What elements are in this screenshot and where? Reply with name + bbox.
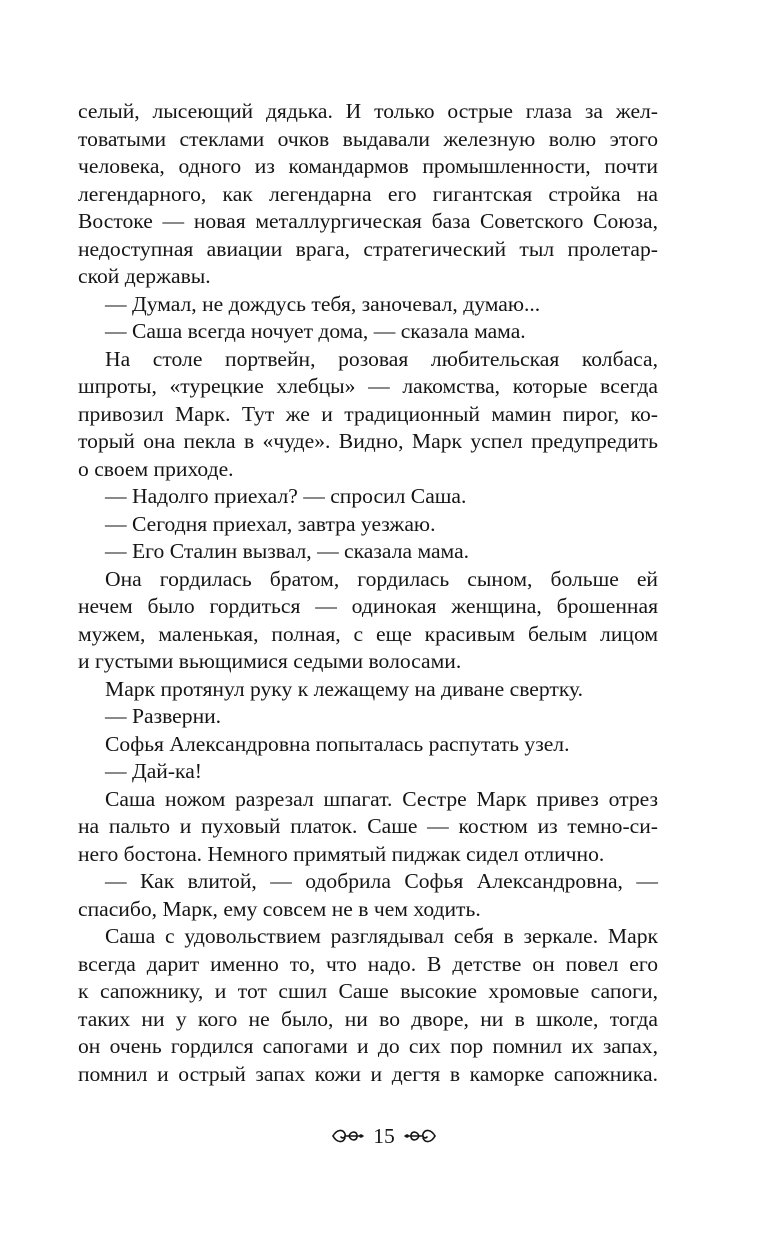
fleuron-ornament-icon <box>331 1126 365 1146</box>
text-line: он очень гордился сапогами и до сих пор помнил их запах, <box>78 1034 658 1058</box>
text-line: селый, лысеющий дядька. И только острые глаза за жел- <box>78 99 658 123</box>
text-line: — Надолго приехал? — спросил Саша. <box>105 484 467 508</box>
text-line: — Как влитой, — одобрила Софья Александровна, — <box>105 869 658 893</box>
text-line: — Его Сталин вызвал, — сказала мама. <box>105 539 470 563</box>
text-line: на пальто и пуховый платок. Саше — костюм из темно-си- <box>78 814 658 838</box>
text-line: — Саша всегда ночует дома, — сказала мама. <box>105 319 526 343</box>
book-page-text <box>78 98 658 1088</box>
text-line: Софья Александровна попыталась распутать узел. <box>105 731 570 756</box>
page-number: 15 <box>373 1124 395 1148</box>
text-line: легендарного, как легендарна его гигантская стройка на <box>78 181 658 206</box>
page-footer <box>0 1123 768 1149</box>
text-line: Она гордилась братом, гордилась сыном, больше ей <box>105 566 658 591</box>
text-line: шпроты, «турецкие хлебцы» — лакомства, которые всегда <box>78 374 658 398</box>
text-line: человека, одного из командармов промышленности, почти <box>78 154 658 178</box>
text-line: Саша ножом разрезал шпагат. Сестре Марк привез отрез <box>105 786 658 811</box>
text-line: Саша с удовольствием разглядывал себя в зеркале. Марк <box>105 924 658 948</box>
text-line: него бостона. Немного примятый пиджак сидел отлично. <box>78 841 605 866</box>
text-line: Востоке — новая металлургическая база Советского Союза, <box>78 209 658 233</box>
text-line: ской державы. <box>78 264 211 288</box>
text-line: — Дай-ка! <box>105 759 202 783</box>
text-line: товатыми стеклами очков выдавали железную волю этого <box>78 126 658 151</box>
text-line: и густыми вьющимися седыми волосами. <box>78 649 462 673</box>
text-line: — Разверни. <box>105 704 222 728</box>
text-line: таких ни у кого не было, ни во дворе, ни в школе, тогда <box>78 1006 658 1031</box>
fleuron-ornament-icon <box>403 1126 437 1146</box>
text-line: мужем, маленькая, полная, с еще красивым белым лицом <box>78 621 658 646</box>
text-line: — Думал, не дождусь тебя, заночевал, думаю... <box>105 291 541 316</box>
text-line: всегда дарит именно то, что надо. В детстве он повел его <box>78 951 658 976</box>
text-line: На столе портвейн, розовая любительская колбаса, <box>105 346 658 371</box>
text-line: помнил и острый запах кожи и дегтя в каморке сапожника. <box>78 1061 658 1086</box>
text-line: недоступная авиации врага, стратегический тыл пролетар- <box>78 236 658 261</box>
text-line: — Сегодня приехал, завтра уезжаю. <box>105 511 436 536</box>
text-line: Марк протянул руку к лежащему на диване свертку. <box>105 676 584 701</box>
text-line: торый она пекла в «чуде». Видно, Марк успел предупредить <box>78 429 658 453</box>
text-line: нечем было гордиться — одинокая женщина, брошенная <box>78 594 658 618</box>
text-line: к сапожнику, и тот сшил Саше высокие хромовые сапоги, <box>78 979 658 1003</box>
text-line: спасибо, Марк, ему совсем не в чем ходить. <box>78 896 481 921</box>
text-line: привозил Марк. Тут же и традиционный мамин пирог, ко- <box>78 401 658 426</box>
text-line: о своем приходе. <box>78 456 234 481</box>
